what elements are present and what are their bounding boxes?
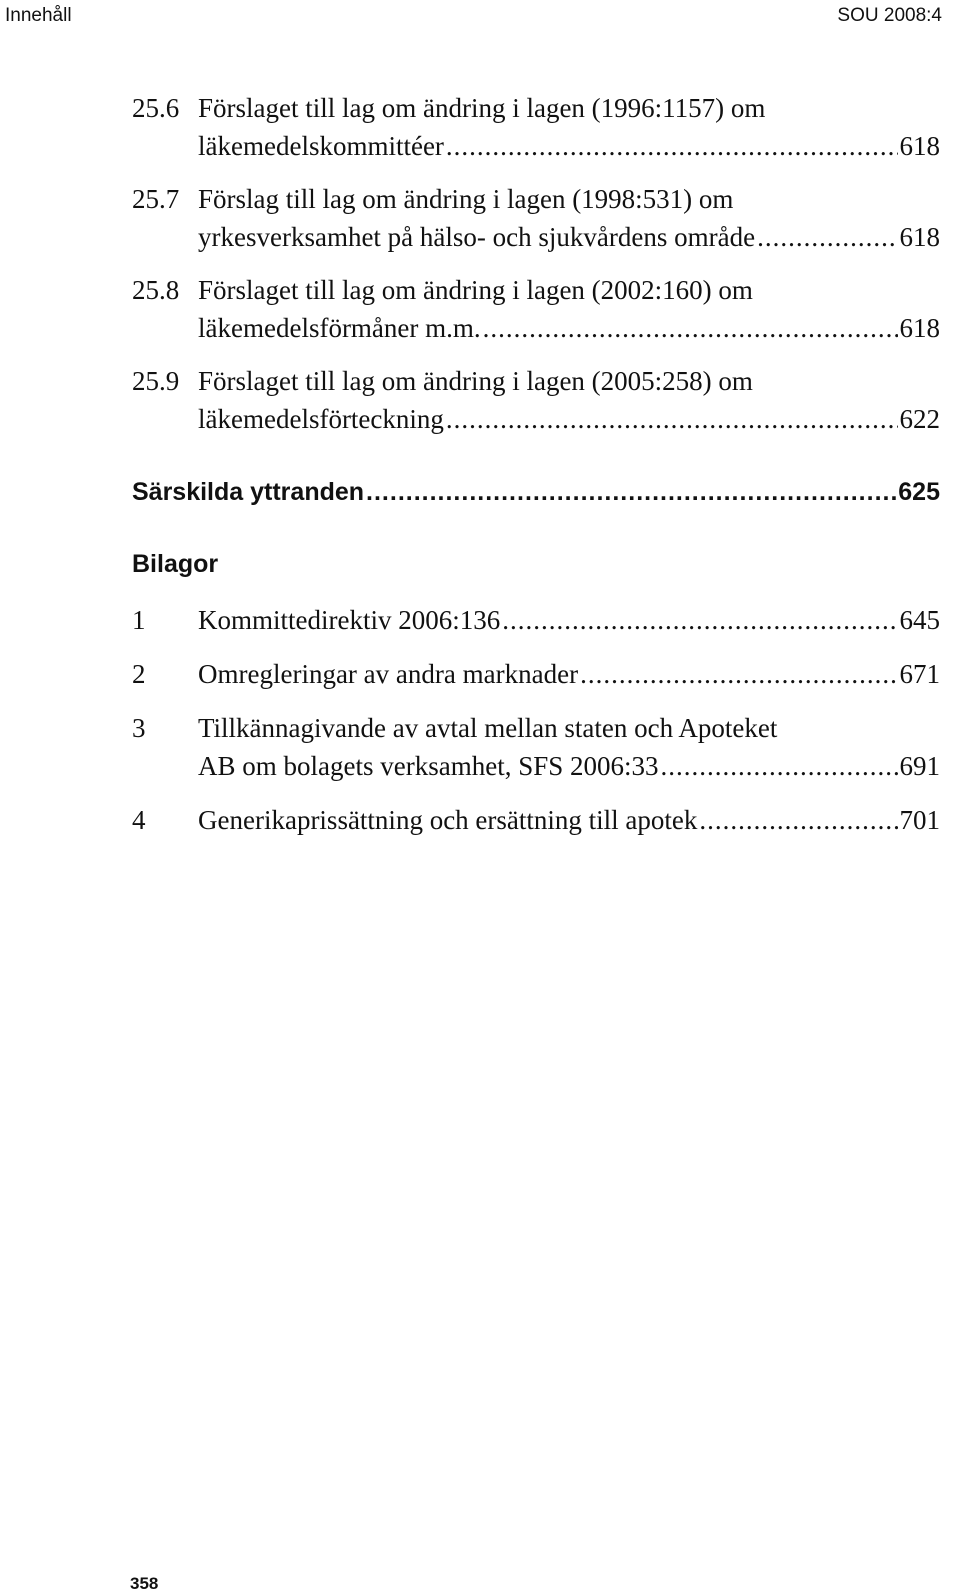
toc-entry-title-line2: yrkesverksamhet på hälso- och sjukvårdens område [198,222,756,252]
toc-entry-title-line1: Förslaget till lag om ändring i lagen (1996:1157) om [198,93,766,123]
appendix-number: 2 [132,659,146,689]
running-head [5,4,942,28]
toc-entry-title-line1: Förslaget till lag om ändring i lagen (2002:160) om [198,275,753,305]
appendix-number: 4 [132,805,146,835]
page-number: 358 [130,1574,159,1593]
toc-entry-title-line1: Förslag till lag om ändring i lagen (1998:531) om [198,184,734,214]
running-head-section: Innehåll [5,5,72,26]
toc-entry-title-line2: läkemedelsförteckning [198,404,444,434]
appendix-title-line2: AB om bolagets verksamhet, SFS 2006:33 [198,751,659,781]
toc-entry-number: 25.6 [132,93,180,123]
leader-dots [366,475,896,509]
toc-entry-title-line1: Förslaget till lag om ändring i lagen (2005:258) om [198,366,753,396]
toc-entry-page: 618 [899,222,940,252]
appendix-heading: Bilagor [132,550,219,578]
leader-dots [446,127,898,165]
toc-entry-special-statements[interactable] [132,475,940,509]
toc-entry-page: 618 [899,313,940,343]
leader-dots [699,801,897,839]
leader-dots [483,309,898,347]
leader-dots [502,601,897,639]
appendix-number: 3 [132,713,146,743]
appendix-page: 691 [899,751,940,781]
toc-entry-number: 25.9 [132,366,180,396]
appendix-page: 671 [899,659,940,689]
leader-dots [580,655,897,693]
appendix-page: 645 [899,605,940,635]
toc-entry-number: 25.8 [132,275,180,305]
toc-entry-page: 622 [899,404,940,434]
appendix-page: 701 [899,805,940,835]
toc-entry-title: Särskilda yttranden [132,478,365,506]
toc-entry-number: 25.7 [132,184,180,214]
appendix-title-line1: Tillkännagivande av avtal mellan staten och Apoteket [198,713,778,743]
toc-entry-title-line2: läkemedelskommittéer [198,131,444,161]
appendix-title: Omregleringar av andra marknader [198,659,579,689]
appendix-title: Kommittedirektiv 2006:136 [198,605,501,635]
toc-entry-page: 625 [898,478,940,506]
running-head-series: SOU 2008:4 [837,5,942,26]
appendix-number: 1 [132,605,146,635]
toc-entry-title-line2: läkemedelsförmåner m.m. [198,313,481,343]
leader-dots [446,400,898,438]
appendix-title: Generikaprissättning och ersättning till apotek [198,805,698,835]
leader-dots [661,747,898,785]
leader-dots [757,218,897,256]
toc-entry-page: 618 [899,131,940,161]
